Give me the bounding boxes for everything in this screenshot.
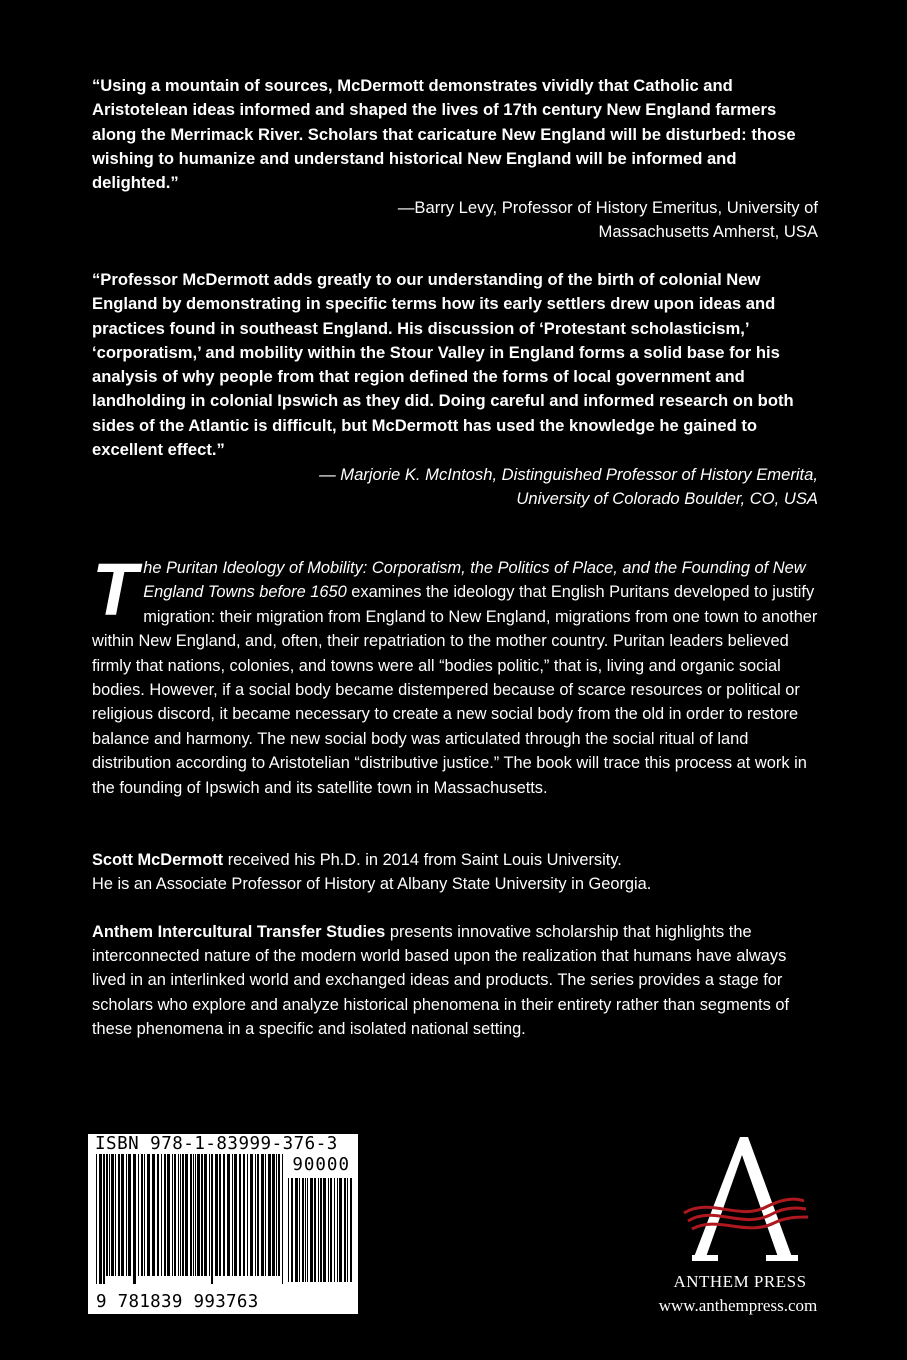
- barcode-bar: [291, 1178, 293, 1282]
- anthem-press-logo-icon: [670, 1135, 810, 1265]
- author-bio-line2: He is an Associate Professor of History at Albany State University in Georgia.: [92, 875, 652, 894]
- barcode-bar: [211, 1154, 213, 1284]
- barcode-bar: [209, 1154, 210, 1276]
- series-name: Anthem Intercultural Transfer Studies: [92, 923, 386, 941]
- barcode-bar: [128, 1154, 131, 1276]
- barcode-bar: [109, 1154, 110, 1276]
- barcode-bar: [257, 1154, 259, 1276]
- barcode-bar: [133, 1154, 136, 1284]
- barcode-bar: [255, 1154, 256, 1276]
- barcode-bar: [265, 1154, 266, 1276]
- barcode-bar: [295, 1178, 298, 1282]
- review-attribution-mcintosh-line1: — Marjorie K. McIntosh, Distinguished Professor of History Emerita,: [319, 465, 818, 484]
- barcode-bar: [96, 1154, 97, 1284]
- barcode-bar: [172, 1154, 173, 1276]
- barcode-bar: [204, 1154, 207, 1276]
- barcode-bar: [185, 1154, 188, 1276]
- review-attribution-mcintosh-line2: University of Colorado Boulder, CO, USA: [516, 489, 818, 508]
- barcode-bar: [182, 1154, 184, 1276]
- barcode-bar: [243, 1154, 245, 1276]
- barcode-bar: [334, 1178, 335, 1282]
- barcode-bar: [344, 1178, 346, 1282]
- series-text: presents innovative scholarship that highlights the interconnected nature of the modern world based upon the realization that humans have always lived in an interlinked world and exchanged ideas and products. The series provides a stage for scholars who explore and analyze historical phenomena in their entirety rather than segments of these phenomena in a specific and isolated national setting.: [92, 923, 789, 1038]
- review-attribution-levy-line1: —Barry Levy, Professor of History Emeritus, University of: [397, 198, 818, 217]
- barcode-bar: [305, 1178, 306, 1282]
- barcode-bar: [247, 1154, 248, 1276]
- isbn-barcode: [88, 1134, 358, 1314]
- barcode-bar: [121, 1154, 124, 1276]
- barcode-bar: [99, 1154, 102, 1284]
- barcode-bar: [141, 1154, 143, 1276]
- barcode-bar: [299, 1178, 300, 1282]
- barcode-bar: [157, 1154, 159, 1276]
- author-bio: [92, 848, 819, 896]
- addon-bars: [288, 1178, 354, 1290]
- barcode-bar: [219, 1154, 221, 1276]
- barcode-bar: [197, 1154, 200, 1276]
- barcode-bar: [118, 1154, 120, 1276]
- review-attribution-levy-line2: Massachusetts Amherst, USA: [598, 222, 818, 241]
- barcode-bar: [144, 1154, 145, 1276]
- barcode-bar: [323, 1178, 326, 1282]
- barcode-bar: [232, 1154, 233, 1276]
- barcode-bar: [320, 1178, 322, 1282]
- barcode-bar: [152, 1154, 155, 1276]
- publisher-url[interactable]: www.anthempress.com: [658, 1296, 818, 1315]
- barcode-bar: [223, 1154, 225, 1276]
- barcode-bar: [167, 1154, 170, 1276]
- barcode-bar: [190, 1154, 192, 1276]
- barcode-bar: [227, 1154, 230, 1276]
- series-description: [92, 920, 819, 1041]
- barcode-bar: [272, 1154, 275, 1276]
- barcode-bar: [307, 1178, 308, 1282]
- barcode-bar: [330, 1178, 332, 1282]
- barcode-bar: [261, 1154, 264, 1276]
- barcode-bar: [147, 1154, 150, 1276]
- addon-code: 90000: [292, 1155, 350, 1175]
- barcode-bar: [250, 1154, 253, 1276]
- barcode-bar: [138, 1154, 139, 1276]
- book-description: [92, 548, 819, 800]
- barcode-bar: [234, 1154, 237, 1276]
- barcode-bar: [328, 1178, 329, 1282]
- drop-cap: T: [92, 548, 136, 631]
- barcode-bar: [278, 1154, 280, 1276]
- barcode-bar: [337, 1178, 338, 1282]
- barcode-bar: [276, 1154, 277, 1276]
- barcode-bar: [347, 1178, 348, 1282]
- barcode-bar: [302, 1178, 304, 1282]
- publisher-name: ANTHEM PRESS: [673, 1272, 807, 1291]
- barcode-bar: [288, 1178, 289, 1282]
- description-body: examines the ideology that English Puritans developed to justify migration: their migration from England to New England, migrations from one town to another within New England, and, often, their repatriation to the mother country. Puritan leaders believed firmly that nations, colonies, and towns were all “bodies politic,” that is, living and organic social bodies. However, if a social body became distempered because of scarce resources or political or religious discord, it became necessary to create a new social body from the old in order to restore balance and harmony. The new social body was articulated through the social ritual of land distribution according to Aristotelian “distributive justice.” The book will trace this process at work in the founding of Ipswich and its satellite town in Massachusetts.: [92, 583, 818, 797]
- barcode-bar: [174, 1154, 176, 1276]
- barcode-bar: [164, 1154, 166, 1276]
- barcode-bar: [103, 1154, 105, 1284]
- barcode-bar: [111, 1154, 114, 1276]
- author-bio-line1: received his Ph.D. in 2014 from Saint Louis University.: [223, 851, 622, 869]
- barcode-bar: [193, 1154, 194, 1276]
- barcode-bar: [282, 1154, 283, 1284]
- barcode-bar: [126, 1154, 127, 1276]
- barcode-bar: [178, 1154, 179, 1276]
- barcode-bar: [339, 1178, 342, 1282]
- ean-bars: [96, 1154, 286, 1289]
- book-title: he Puritan Ideology of Mobility: Corporatism, the Politics of Place, and the Founding of New England Towns before 1650: [143, 559, 806, 602]
- barcode-bar: [115, 1154, 116, 1276]
- barcode-bar: [180, 1154, 181, 1276]
- barcode-bar: [106, 1154, 108, 1276]
- barcode-bar: [314, 1178, 316, 1282]
- barcode-bar: [161, 1154, 162, 1276]
- barcode-bar: [318, 1178, 319, 1282]
- ean-digits: 9 781839 993763: [96, 1292, 259, 1312]
- barcode-bar: [201, 1154, 203, 1276]
- barcode-bar: [268, 1154, 271, 1276]
- barcode-bar: [350, 1178, 352, 1282]
- review-quote-mcintosh: “Professor McDermott adds greatly to our understanding of the birth of colonial New England by demonstrating in specific terms how its early settlers drew upon ideas and practices found in southeast England. His discussion of ‘Protestant scholasticism,’ ‘corporatism,’ and mobility within the Stour Valley in England forms a solid base for his analysis of why people from that region defined the forms of local government and landholding in colonial Ipswich as they did. Doing careful and informed research on both sides of the Atlantic is difficult, but McDermott has used the knowledge he gained to excellent effect.”: [92, 270, 794, 460]
- barcode-bar: [310, 1178, 313, 1282]
- barcode-bar: [239, 1154, 241, 1276]
- author-name: Scott McDermott: [92, 851, 224, 869]
- isbn-label: ISBN 978-1-83999-376-3: [95, 1134, 338, 1154]
- logo-swash: [684, 1199, 808, 1229]
- barcode-bar: [195, 1154, 196, 1276]
- barcode-bar: [215, 1154, 218, 1276]
- review-quote-levy: “Using a mountain of sources, McDermott demonstrates vividly that Catholic and Aristotelean ideas informed and shaped the lives of 17th century New England farmers along the Merrimack River. Scholars that caricature New England will be disturbed: those wishing to humanize and understand historical New England will be informed and delighted.”: [92, 76, 796, 193]
